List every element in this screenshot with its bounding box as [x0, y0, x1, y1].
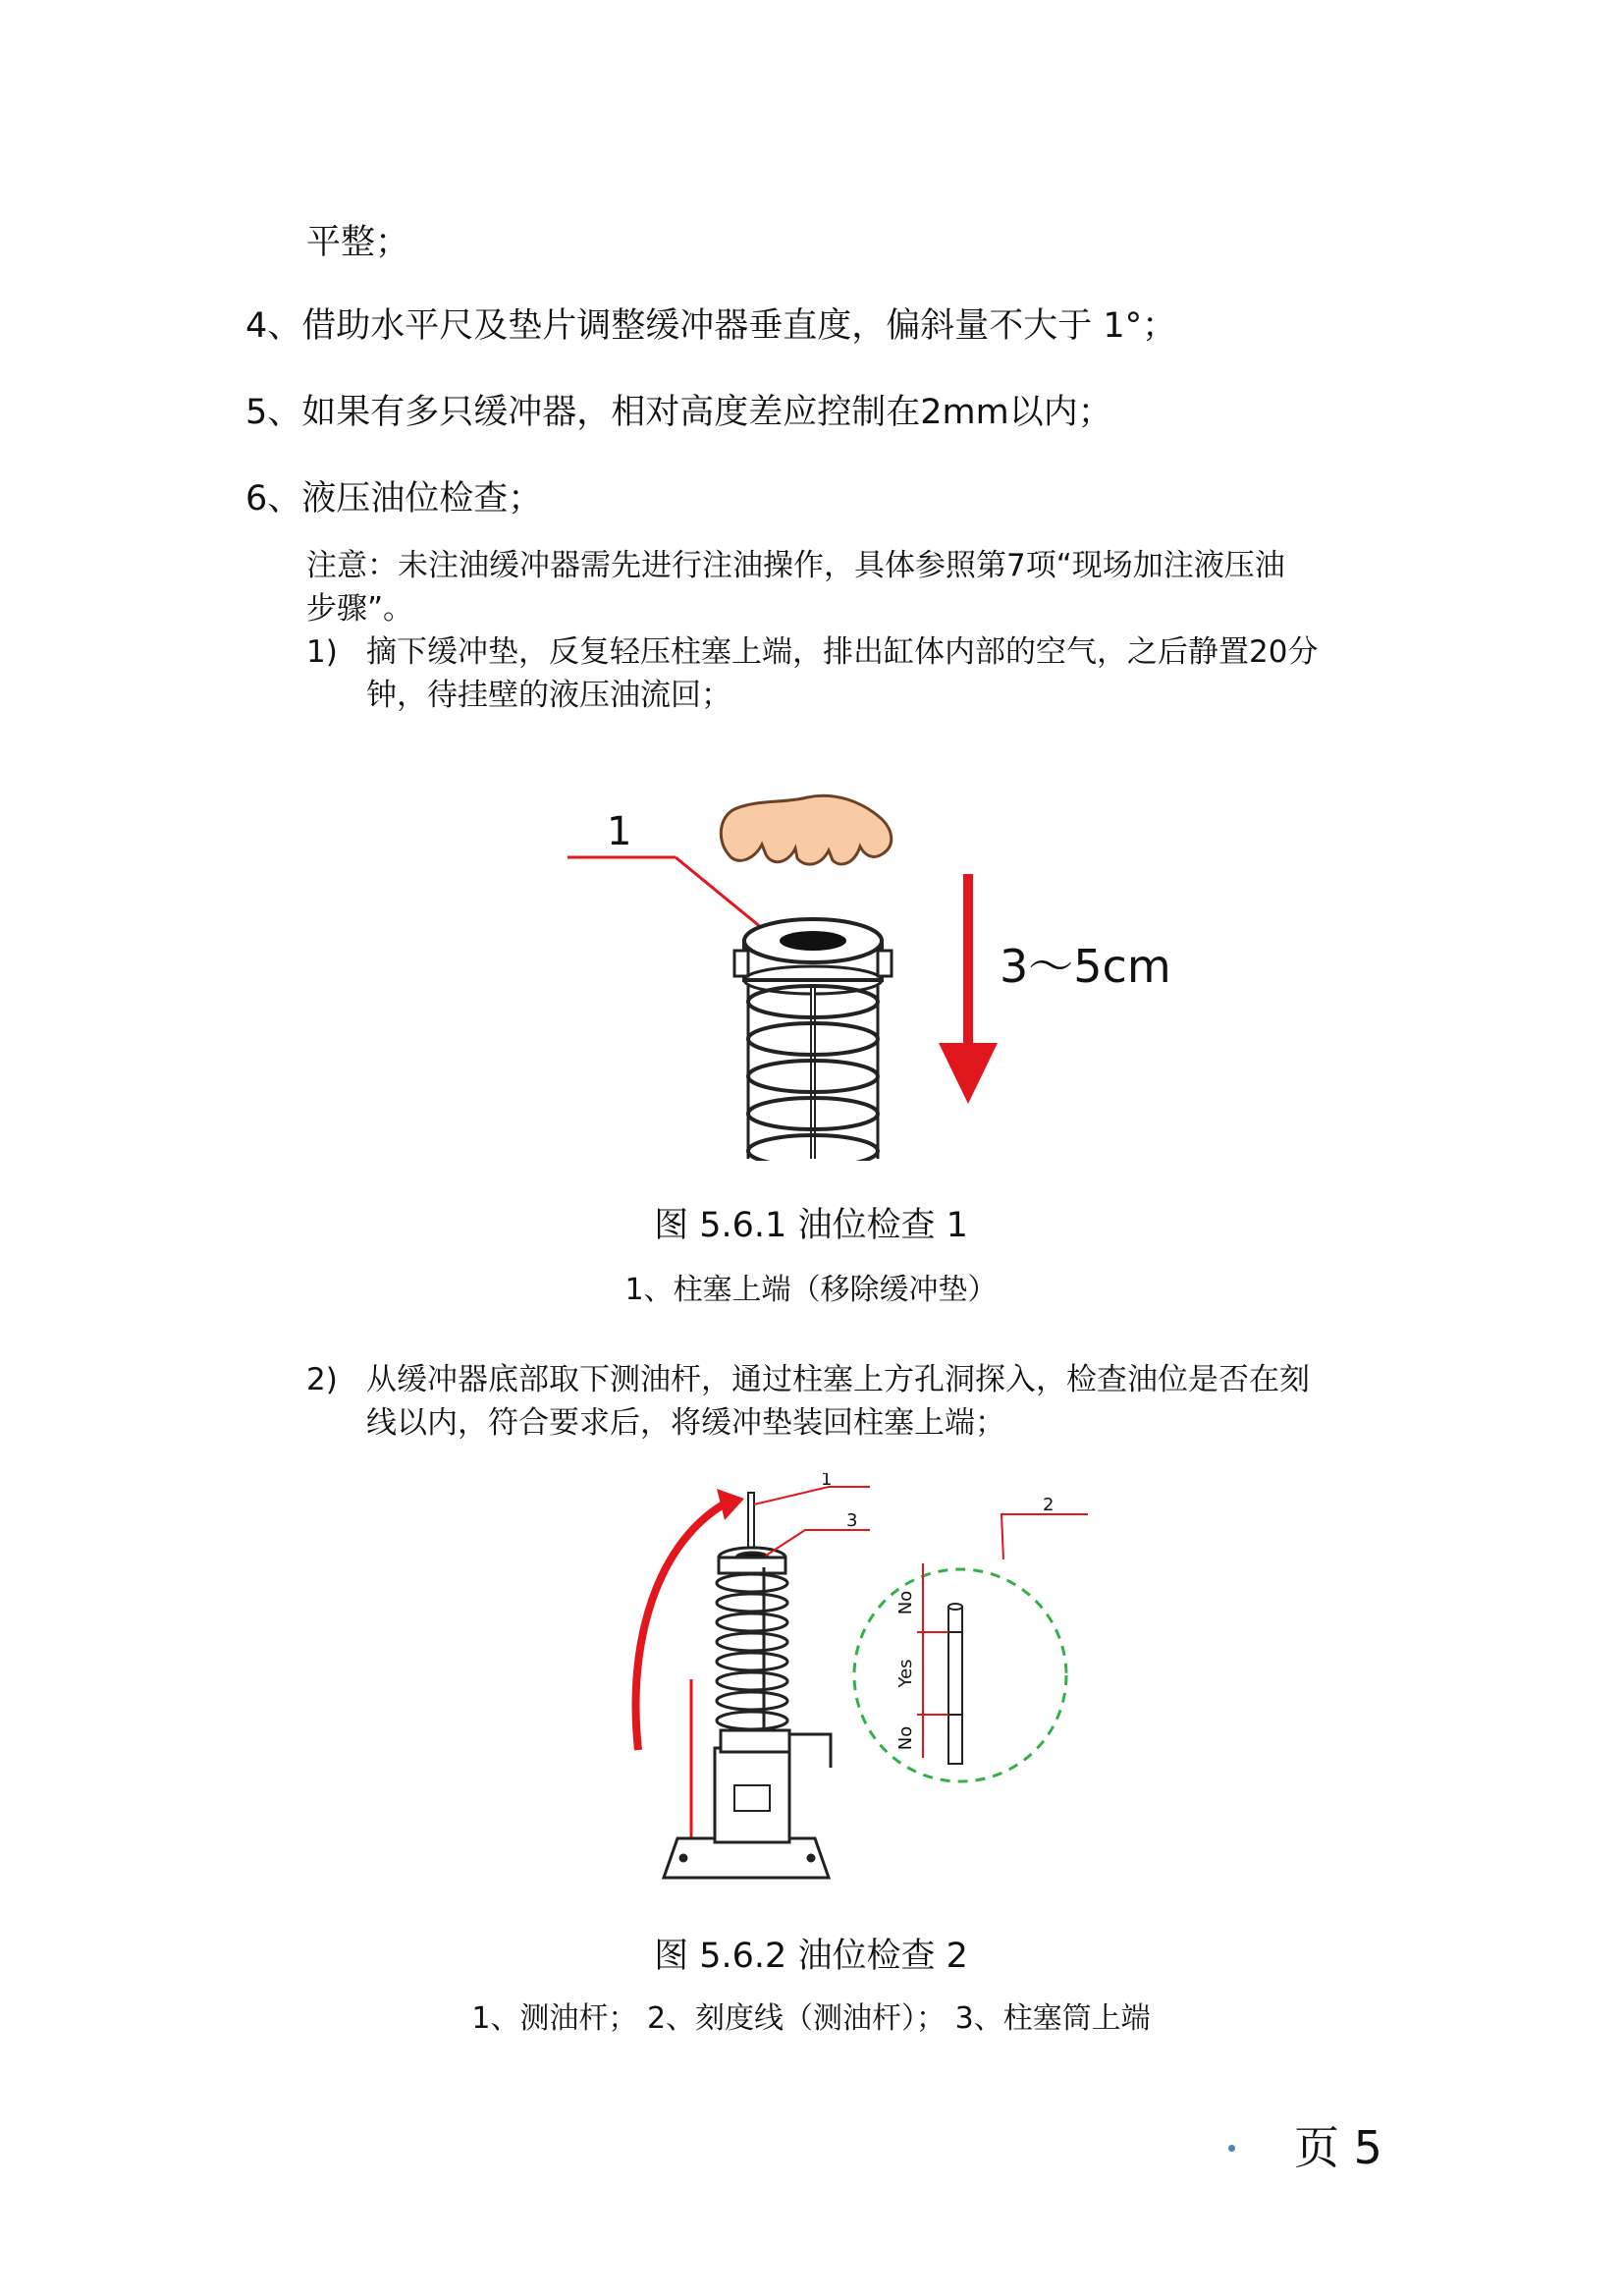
- figure1-crop: [736, 1161, 893, 1169]
- zone-no-top: No: [895, 1590, 916, 1615]
- figure2-label-3: 3: [846, 1510, 858, 1531]
- figure2-legend: 1、测油杆； 2、刻度线（测油杆）； 3、柱塞筒上端: [471, 2001, 1151, 2036]
- buffer-spring-2: [717, 1548, 831, 1768]
- step-2-number: 2): [306, 1362, 338, 1397]
- note-line-2: 步骤”。: [306, 591, 414, 627]
- down-arrow-icon: [939, 874, 998, 1104]
- zoomed-dipstick: [948, 1604, 962, 1764]
- buffer-base: [664, 1748, 829, 1878]
- figure1-legend: 1、柱塞上端（移除缓冲垫）: [624, 1273, 998, 1307]
- buffer-plunger-top: [734, 919, 892, 994]
- figure2-label-1: 1: [821, 1473, 833, 1490]
- dipstick-rod: [748, 1493, 754, 1552]
- leader-line-dipstick: [754, 1487, 870, 1504]
- zone-yes: Yes: [895, 1659, 916, 1688]
- figure2-label-2: 2: [1043, 1495, 1055, 1515]
- figure-oil-check-1: [550, 776, 1188, 1169]
- figure1-caption: 图 5.6.1 油位检查 1: [654, 1206, 968, 1245]
- step-1-line-1: 摘下缓冲垫，反复轻压柱塞上端，排出缸体内部的空气，之后静置20分: [366, 634, 1319, 670]
- zone-no-bottom: No: [895, 1725, 916, 1751]
- page-number: 页 5: [1294, 2121, 1382, 2174]
- step-2-line-2: 线以内，符合要求后，将缓冲垫装回柱塞上端；: [366, 1405, 1005, 1441]
- step-1-number: 1): [306, 634, 338, 670]
- list-item-6: 6、液压油位检查；: [245, 479, 543, 519]
- hand-icon: [721, 795, 891, 864]
- step-1-line-2: 钟，待挂壁的液压油流回；: [366, 678, 731, 713]
- step-2-line-1: 从缓冲器底部取下测油杆，通过柱塞上方孔洞探入，检查油位是否在刻: [366, 1362, 1310, 1397]
- list-item-4: 4、借助水平尺及垫片调整缓冲器垂直度，偏斜量不大于 1°；: [245, 306, 1177, 346]
- text-line-continued: 平整；: [306, 223, 410, 262]
- figure-oil-check-2: [619, 1473, 1109, 1905]
- figure1-distance-label: 3～5cm: [1000, 940, 1171, 993]
- list-item-5: 5、如果有多只缓冲器，相对高度差应控制在2mm以内；: [245, 393, 1112, 432]
- footer-dot: [1228, 2145, 1235, 2152]
- leader-line-1b: [676, 857, 768, 933]
- figure2-caption: 图 5.6.2 油位检查 2: [654, 1937, 968, 1976]
- oil-level-scale: [917, 1563, 948, 1758]
- figure1-label-1: 1: [607, 809, 632, 854]
- leader-line-scale: [1001, 1514, 1088, 1559]
- buffer-spring: [748, 986, 878, 1167]
- note-line-1: 注意：未注油缓冲器需先进行注油操作，具体参照第7项“现场加注液压油: [306, 548, 1285, 583]
